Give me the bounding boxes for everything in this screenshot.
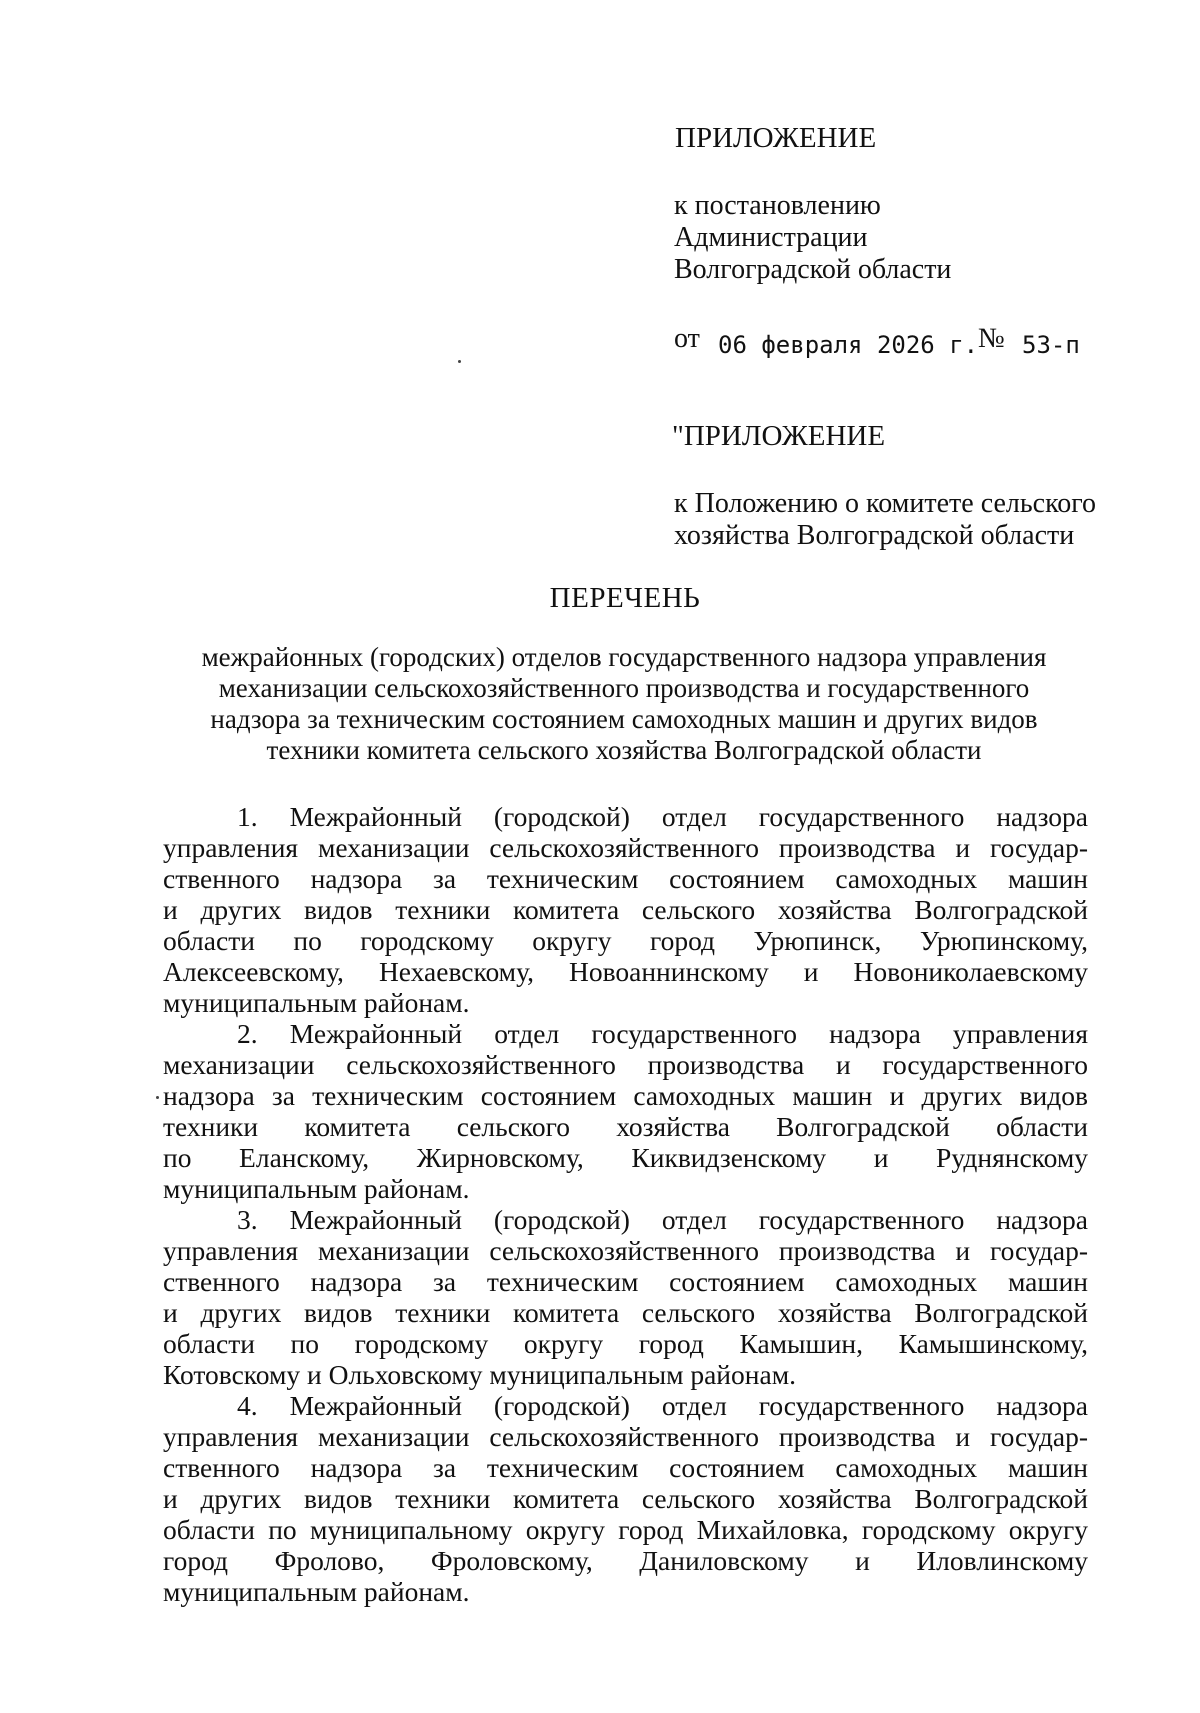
item-text-line: и других видов техники комитета сельского хозяйства Волгоградской: [163, 894, 1088, 925]
item-text-line: области по муниципальному округу город Михайловка, городскому округу: [163, 1514, 1088, 1545]
list-item-2: [163, 1018, 1088, 1204]
subtitle-line: механизации сельскохозяйственного производства и государственного: [218, 673, 1030, 703]
resolution-line-3: Волгоградской области: [674, 254, 952, 285]
item-text-line: муниципальным районам.: [163, 1173, 470, 1204]
item-text-line: 3. Межрайонный (городской) отдел государственного надзора: [237, 1204, 1088, 1235]
item-text-line: ственного надзора за техническим состоянием самоходных машин: [163, 1266, 1088, 1297]
number-value: 53-п: [1022, 331, 1080, 359]
item-text-line: области по городскому округу город Урюпинск, Урюпинскому,: [163, 925, 1088, 956]
date-prefix: от: [674, 323, 700, 354]
appendix-title: ПРИЛОЖЕНИЕ: [675, 122, 877, 154]
date-value: 06 февраля 2026 г.: [718, 331, 979, 359]
item-text-line: ственного надзора за техническим состоянием самоходных машин: [163, 863, 1088, 894]
subtitle-line: надзора за техническим состоянием самоходных машин и других видов: [210, 704, 1038, 734]
item-text-line: Котовскому и Ольховскому муниципальным районам.: [163, 1359, 796, 1390]
resolution-line-1: к постановлению: [674, 190, 881, 221]
inner-appendix-title: "ПРИЛОЖЕНИЕ: [672, 420, 886, 452]
item-text-line: город Фролово, Фроловскому, Даниловскому и Иловлинскому: [163, 1545, 1088, 1576]
item-text-line: 1. Межрайонный (городской) отдел государственного надзора: [237, 801, 1088, 832]
item-text-line: техники комитета сельского хозяйства Волгоградской области: [163, 1111, 1088, 1142]
item-text-line: Алексеевскому, Нехаевскому, Новоаннинскому и Новониколаевскому: [163, 956, 1088, 987]
item-text-line: управления механизации сельскохозяйственного производства и государ-: [163, 1421, 1088, 1452]
list-item-4: [163, 1390, 1088, 1607]
resolution-line-2: Администрации: [674, 222, 868, 253]
item-text-line: муниципальным районам.: [163, 987, 470, 1018]
scan-speck: [458, 360, 461, 363]
number-sign: №: [978, 323, 1005, 354]
subtitle-line: техники комитета сельского хозяйства Волгоградской области: [266, 735, 982, 765]
item-text-line: и других видов техники комитета сельского хозяйства Волгоградской: [163, 1483, 1088, 1514]
item-text-line: муниципальным районам.: [163, 1576, 470, 1607]
item-text-line: ственного надзора за техническим состоянием самоходных машин: [163, 1452, 1088, 1483]
item-text-line: надзора за техническим состоянием самоходных машин и других видов: [163, 1080, 1088, 1111]
item-text-line: механизации сельскохозяйственного производства и государственного: [163, 1049, 1088, 1080]
list-title: ПЕРЕЧЕНЬ: [549, 582, 701, 614]
regulation-line-1: к Положению о комитете сельского: [674, 488, 1097, 519]
list-item-1: [163, 801, 1088, 1018]
item-text-line: 4. Межрайонный (городской) отдел государственного надзора: [237, 1390, 1088, 1421]
scan-speck: [156, 1096, 159, 1099]
item-text-line: управления механизации сельскохозяйственного производства и государ-: [163, 832, 1088, 863]
item-text-line: управления механизации сельскохозяйственного производства и государ-: [163, 1235, 1088, 1266]
regulation-line-2: хозяйства Волгоградской области: [674, 520, 1075, 551]
list-item-3: [163, 1204, 1088, 1390]
item-text-line: области по городскому округу город Камышин, Камышинскому,: [163, 1328, 1088, 1359]
subtitle-line: межрайонных (городских) отделов государственного надзора управления: [201, 642, 1047, 672]
list-subtitle: [160, 642, 1088, 766]
item-text-line: и других видов техники комитета сельского хозяйства Волгоградской: [163, 1297, 1088, 1328]
item-text-line: 2. Межрайонный отдел государственного надзора управления: [237, 1018, 1088, 1049]
item-text-line: по Еланскому, Жирновскому, Киквидзенскому и Руднянскому: [163, 1142, 1088, 1173]
